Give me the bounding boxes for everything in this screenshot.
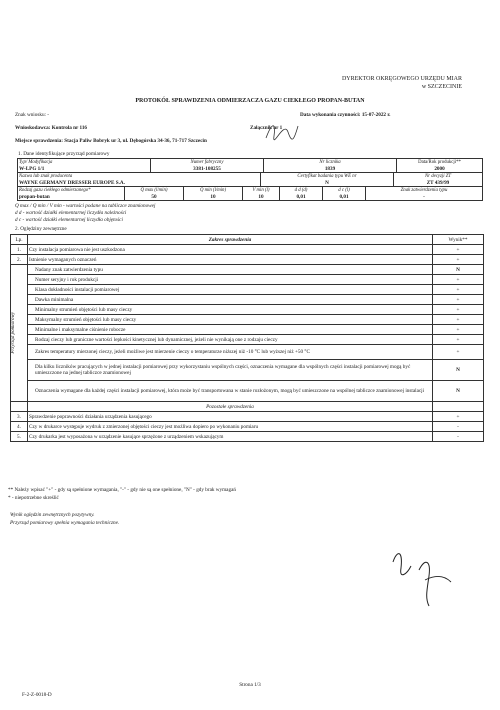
other-checks-heading: Pozostałe sprawdzenia [28, 402, 433, 412]
result-cell: + [433, 345, 484, 360]
note-dc: d c - wartość działki elementarnej liczydła objętości [15, 217, 123, 223]
section1-heading: 1. Dane identyfikujące przyrząd pomiarowy [18, 151, 110, 157]
result-cell: N [433, 265, 484, 275]
scope-cell: Czy drukarka jest wyposażona w urządzenie kasujące sprzężone z urządzeniem wskazującym [28, 432, 433, 442]
type-cell: Typ/ Modyfikacja W-LPG 1/1 [18, 159, 151, 173]
page-number: Strona 1/3 [239, 682, 261, 688]
scope-cell: Rodzaj cieczy lub graniczne wartości lepkości kinetycznej lub dynamicznej, jeżeli nie wynikają one z rodzaju cieczy [34, 335, 433, 345]
inspection-location: Miejsce sprawdzenia: Stacja Paliw Bobryk ur 3, ul. Dębogórska 34-36, 71-717 Szczecin [15, 138, 207, 144]
result-cell: + [433, 335, 484, 345]
inspection-table [10, 234, 484, 442]
qmin-cell: Q min (l/min) 10 [184, 187, 243, 201]
lp-header: Lp. [11, 235, 28, 245]
scope-cell: Oznaczenia wymagane dla każdej części instalacji pomiarowej, która może być transportowana w stanie rozłożonym, mogą być umieszczone na wspólnej tabliczce znamionowej instalacji [34, 381, 433, 402]
qmax-cell: Q max (l/min) 50 [125, 187, 184, 201]
protocol-title: PROTOKÓŁ SPRAWDZENIA ODMIERZACZA GAZU CIEKŁEGO PROPAN-BUTAN [135, 98, 365, 104]
result-header: Wynik** [433, 235, 484, 245]
dd-cell: d d (d) 0,01 [280, 187, 323, 201]
scope-header: Zakres sprawdzenia [28, 235, 433, 245]
result-cell: + [433, 412, 484, 422]
signature-small [262, 118, 302, 144]
result-cell: + [433, 285, 484, 295]
serial-cell: Numer fabryczny 3381-108255 [151, 159, 264, 173]
lp-cell: 5. [11, 432, 28, 442]
vertical-label: Przyrząd pomiarowy [11, 312, 16, 354]
authority-line-2: w SZCZECINIE [421, 84, 462, 90]
scope-cell: Maksymalny strumień objętości lub masy cieczy [34, 315, 433, 325]
result-cell: + [433, 275, 484, 285]
scope-cell: Numer seryjny i rok produkcji [34, 275, 433, 285]
note-dd: d d - wartość działki elementarnej liczydła należności [15, 210, 127, 216]
result-line-1: Wynik oględzin zewnętrznych pozytywny. [10, 512, 95, 518]
gas-type-cell: Rodzaj gazu ciekłego odmierzanego* propan-butan [18, 187, 125, 201]
result-cell: N [433, 360, 484, 381]
execution-date: Data wykonania czynności: 15-07-2022 r. [300, 112, 391, 118]
result-cell: + [433, 295, 484, 305]
result-cell: - [433, 422, 484, 432]
result-cell: + [433, 245, 484, 255]
lp-cell: 4. [11, 422, 28, 432]
scope-cell: Sprawdzenie poprawności działania urządzenia kasującego [28, 412, 433, 422]
result-cell: + [433, 255, 484, 265]
form-code: F-2-Z-0018-D [22, 692, 52, 698]
lp-cell: 1. [11, 245, 28, 255]
meter-cell: Nr licznika 1839 [264, 159, 397, 173]
scope-cell: Zakres temperatury mierzonej cieczy, jeżeli możliwe jest mierzenie cieczy o temperaturze niższej niż -10 °C lub wyższej niż +50 °C [34, 345, 433, 360]
application-sign: Znak wniosku: - [15, 112, 50, 118]
result-line-2: Przyrząd pomiarowy spełnia wymagania techniczne. [10, 520, 120, 526]
device-maker-table [17, 172, 483, 187]
note-qmax: Q max / Q min / V min - wartości podane na tabliczce znamionowej [15, 203, 156, 209]
lp-cell: 2. [11, 255, 28, 265]
section2-heading: 2. Oględziny zewnętrzne [15, 226, 67, 232]
scope-cell: Czy w drukarce występuje wydruk z zmierzonej objętości cieczy jest możliwa dopiero po wykonaniu pomiaru [28, 422, 433, 432]
dc-cell: d c (l) 0,01 [323, 187, 366, 201]
vmin-cell: V min (l) 10 [243, 187, 280, 201]
scope-cell: Dawka minimalna [34, 295, 433, 305]
production-year-cell: Data/Rok produkcji** 2000 [397, 159, 483, 173]
zt-decision-cell: Nr decyzji ZT ZT 439/99 [394, 173, 483, 187]
certificate-cell: Certyfikat badania typu WE nr N [261, 173, 394, 187]
attachment-label: Załącznik nr 1 [250, 125, 283, 131]
applicant: Wnioskodawca: Kontrola nr 116 [15, 125, 88, 131]
scope-cell: Dla kilku liczników pracujących w jednej instalacji pomiarowej przy wykorzystaniu wspólnych części, oznaczenia wymagane dla wspólnych części instalacji pomiarowej mogą być umieszczone na jednej tabliczce znamionowej [34, 360, 433, 381]
scope-cell: Czy instalacja pomiarowa nie jest uszkodzona [28, 245, 433, 255]
vertical-label-cell [11, 265, 28, 402]
scope-cell: Minimalne i maksymalne ciśnienie robocze [34, 325, 433, 335]
authority-line-1: DYREKTOR OKRĘGOWEGO URZĘDU MIAR [341, 76, 462, 82]
scope-cell: Minimalny strumień objętości lub masy cieczy [34, 305, 433, 315]
result-cell: + [433, 305, 484, 315]
scope-cell: Klasa dokładności instalacji pomiarowej [34, 285, 433, 295]
result-cell: - [433, 432, 484, 442]
device-identification-table [17, 158, 483, 173]
device-params-table [17, 186, 483, 201]
result-cell: + [433, 325, 484, 335]
replaced-approval-cell: Znak zatwierdzenia typu - [366, 187, 483, 201]
scope-cell: Istnienie wymaganych oznaczeń [28, 255, 433, 265]
lp-cell: 3. [11, 412, 28, 422]
legend-results: ** Należy wpisać "+" - gdy są spełnione wymagania, "-" - gdy nie są one spełnione, "N" - gdy brak wymagań [8, 487, 236, 493]
result-cell: + [433, 315, 484, 325]
legend-strike: * - niepotrzebne skreślić [8, 495, 59, 501]
maker-cell: Nazwa lub znak producenta WAYNE GERMANY DRESSER EUROPE S.A. [18, 173, 261, 187]
scope-cell: Nadany znak zatwierdzenia typu [34, 265, 433, 275]
signature-large [385, 540, 465, 610]
result-cell: N [433, 381, 484, 402]
